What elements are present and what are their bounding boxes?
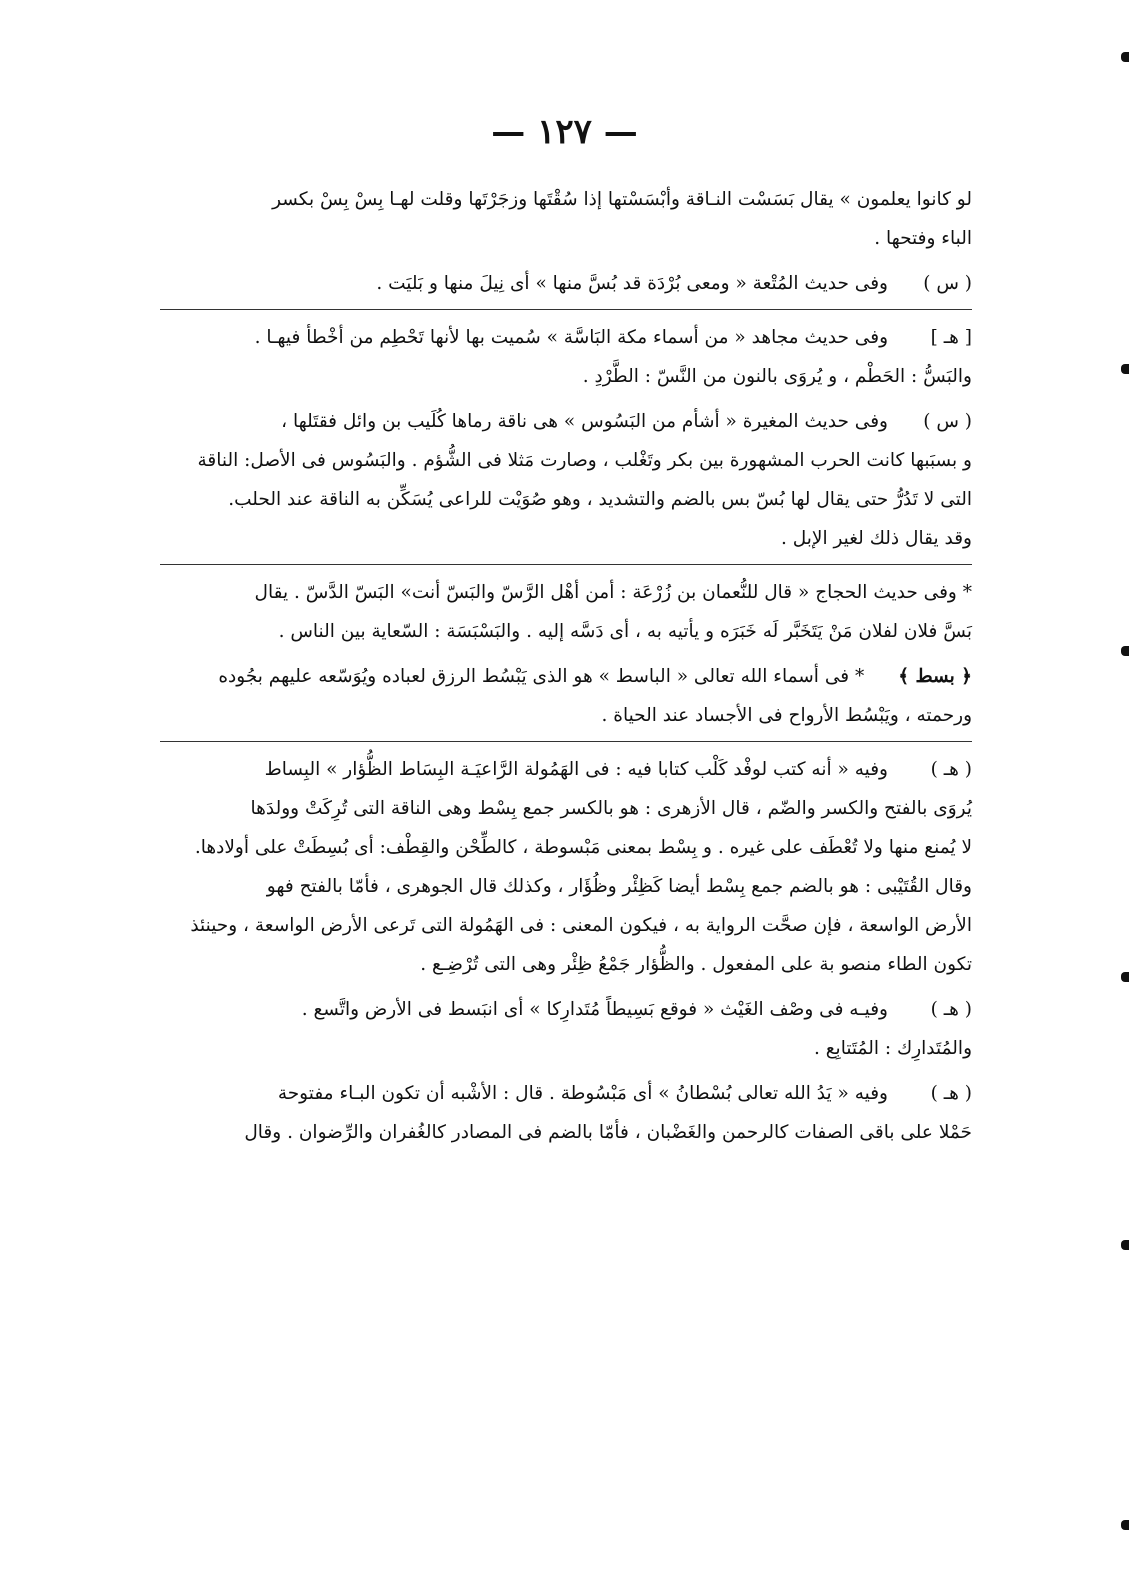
entry-text: وفى حديث المغيرة « أشأم من البَسُوس » هى ناقة رماها كُلَيب بن وائل فقتَلها ، [281, 411, 888, 432]
dictionary-entry [160, 990, 972, 1068]
dictionary-entry [160, 318, 972, 396]
page-body [160, 180, 972, 1158]
scan-edge-mark [1121, 646, 1129, 656]
dictionary-entry [160, 1074, 972, 1152]
entry-line [160, 828, 972, 867]
entry-text: حَمْلا على باقى الصفات كالرحمن والغَضْبان ، فأمّا بالضم فى المصادر كالغُفران والرِّضوان . وقال [244, 1122, 972, 1143]
entry-text: وقال القُتَيْبى : هو بالضم جمع بِسْط أيضا كَظِئْر وظُؤَار ، وكذلك قال الجوهرى ، فأمّا بالفتح فهو [266, 876, 972, 897]
entry-line [160, 357, 972, 396]
source-tag: ( س ) [923, 411, 972, 432]
entry-separator [160, 741, 972, 742]
entry-line [160, 789, 972, 828]
entry-line [160, 264, 972, 303]
entry-text: وفى حديث مجاهد « من أسماء مكة البَاسَّة » سُميت بها لأنها تَحْطِم من أخْطأ فيهـا . [254, 327, 888, 348]
scan-edge-mark [1121, 972, 1129, 982]
entry-line [160, 750, 972, 789]
source-tag: ( س ) [923, 273, 972, 294]
dictionary-entry [160, 180, 972, 258]
entry-text: يُروَى بالفتح والكسر والضّم ، قال الأزهرى : هو بالكسر جمع بِسْط وهى الناقة التى تُرِكَتْ وولدَها [250, 798, 972, 819]
entry-text: وفى حديث المُتْعة « ومعى بُرْدَة قد بُسَّ منها » أى نِيلَ منها و بَليَت . [376, 273, 888, 294]
scan-edge-mark [1121, 52, 1129, 62]
dictionary-entry [160, 657, 972, 735]
scan-edge-mark [1121, 1520, 1129, 1530]
entry-line [160, 573, 972, 612]
entry-text: بَسَّ فلان لفلان مَنْ يَتَخَبَّر لَه خَبَرَه و يأتيه به ، أى دَسَّه إليه . والبَسْبَسَة : السّعاية بين الناس . [278, 621, 972, 642]
page-number: — ١٢٧ — [491, 112, 638, 152]
entry-text: التى لا تَدُرُّ حتى يقال لها بُسّ بس بالضم والتشديد ، وهو صُوَيْت للراعى يُسَكِّن به الناقة عند الحلب. [228, 489, 972, 510]
source-tag: [ هـ ] [930, 327, 972, 348]
dictionary-entry [160, 264, 972, 303]
entry-text: والمُتَدارِك : المُتَتابِع . [813, 1038, 972, 1059]
entry-text: لو كانوا يعلمون » يقال بَسَسْت النـاقة وأبْسَسْتها إذا سُقْتَها وزجَرْتَها وقلت لهـا بِسْ بِسْ بكسر [272, 189, 972, 210]
entry-line [160, 906, 972, 945]
scan-edge-mark [1121, 1240, 1129, 1250]
entry-text: الباء وفتحها . [874, 228, 972, 249]
scan-edge-mark [1121, 364, 1129, 374]
source-tag: ( هـ ) [930, 999, 972, 1020]
entry-text: وفيه « يَدُ الله تعالى بُسْطانُ » أى مَبْسُوطة . قال : الأشْبه أن تكون البـاء مفتوحة [277, 1083, 888, 1104]
entry-line [160, 402, 972, 441]
entry-line [160, 519, 972, 558]
entry-line [160, 441, 972, 480]
entry-text: * وفى حديث الحجاج « قال للنُّعمان بن زُرْعَة : أمن أهْل الرَّسّ والبَسّ أنت» البَسّ الدَّسّ . يقال [254, 582, 972, 603]
dictionary-entry [160, 750, 972, 984]
entry-text: والبَسُّ : الحَطْم ، و يُروَى بالنون من النَّسّ : الطَّرْدِ . [582, 366, 972, 387]
entry-headword: ﴿ بسط ﴾ [898, 666, 972, 687]
source-tag: ( هـ ) [930, 759, 972, 780]
entry-text: و بسبَبها كانت الحرب المشهورة بين بكر وتَغْلب ، وصارت مَثلا فى الشُّؤم . والبَسُوس فى الأصل: الناقة [197, 450, 972, 471]
entry-text: وفيه « أنه كتب لوفْد كَلْب كتابا فيه : فى الهَمُولة الرَّاعيَـة البِسَاط الظُّؤار » البِساط [264, 759, 888, 780]
entry-separator [160, 564, 972, 565]
entry-line [160, 180, 972, 219]
entry-separator [160, 309, 972, 310]
entry-line [160, 1074, 972, 1113]
dictionary-entry [160, 402, 972, 558]
entry-line [160, 990, 972, 1029]
entry-text: وفيـه فى وصْف الغَيْث « فوقع بَسِيطاً مُتَدارِكا » أى انبَسط فى الأرض واتَّسع . [301, 999, 888, 1020]
entry-line [160, 219, 972, 258]
entry-text: تكون الطاء منصو بة على المفعول . والظُّؤار جَمْعُ ظِئْر وهى التى تُرْضِـع . [420, 954, 972, 975]
entry-line [160, 318, 972, 357]
entry-text: ورحمته ، ويَبْسُط الأرواح فى الأجساد عند الحياة . [601, 705, 972, 726]
entry-text: * فى أسماء الله تعالى « الباسط » هو الذى يَبْسُط الرزق لعباده ويُوَسّعه عليهم بجُوده [218, 666, 865, 687]
entry-text: لا يُمنع منها ولا تُعْطَف على غيره . و بِسْط بمعنى مَبْسوطة ، كالطِّحْن والقِطْف: أى بُسِطَتْ على أولادها. [194, 837, 972, 858]
entry-line [160, 480, 972, 519]
entry-text: وقد يقال ذلك لغير الإبل . [780, 528, 972, 549]
entry-line [160, 612, 972, 651]
entry-line [160, 657, 972, 696]
entry-line [160, 696, 972, 735]
entry-line [160, 1113, 972, 1152]
source-tag: ( هـ ) [930, 1083, 972, 1104]
dictionary-entry [160, 573, 972, 651]
entry-line [160, 945, 972, 984]
entry-line [160, 867, 972, 906]
entry-text: الأرض الواسعة ، فإن صحَّت الرواية به ، فيكون المعنى : فى الهَمُولة التى تَرعى الأرض الواسعة ، وحينئذ [190, 915, 972, 936]
entry-line [160, 1029, 972, 1068]
